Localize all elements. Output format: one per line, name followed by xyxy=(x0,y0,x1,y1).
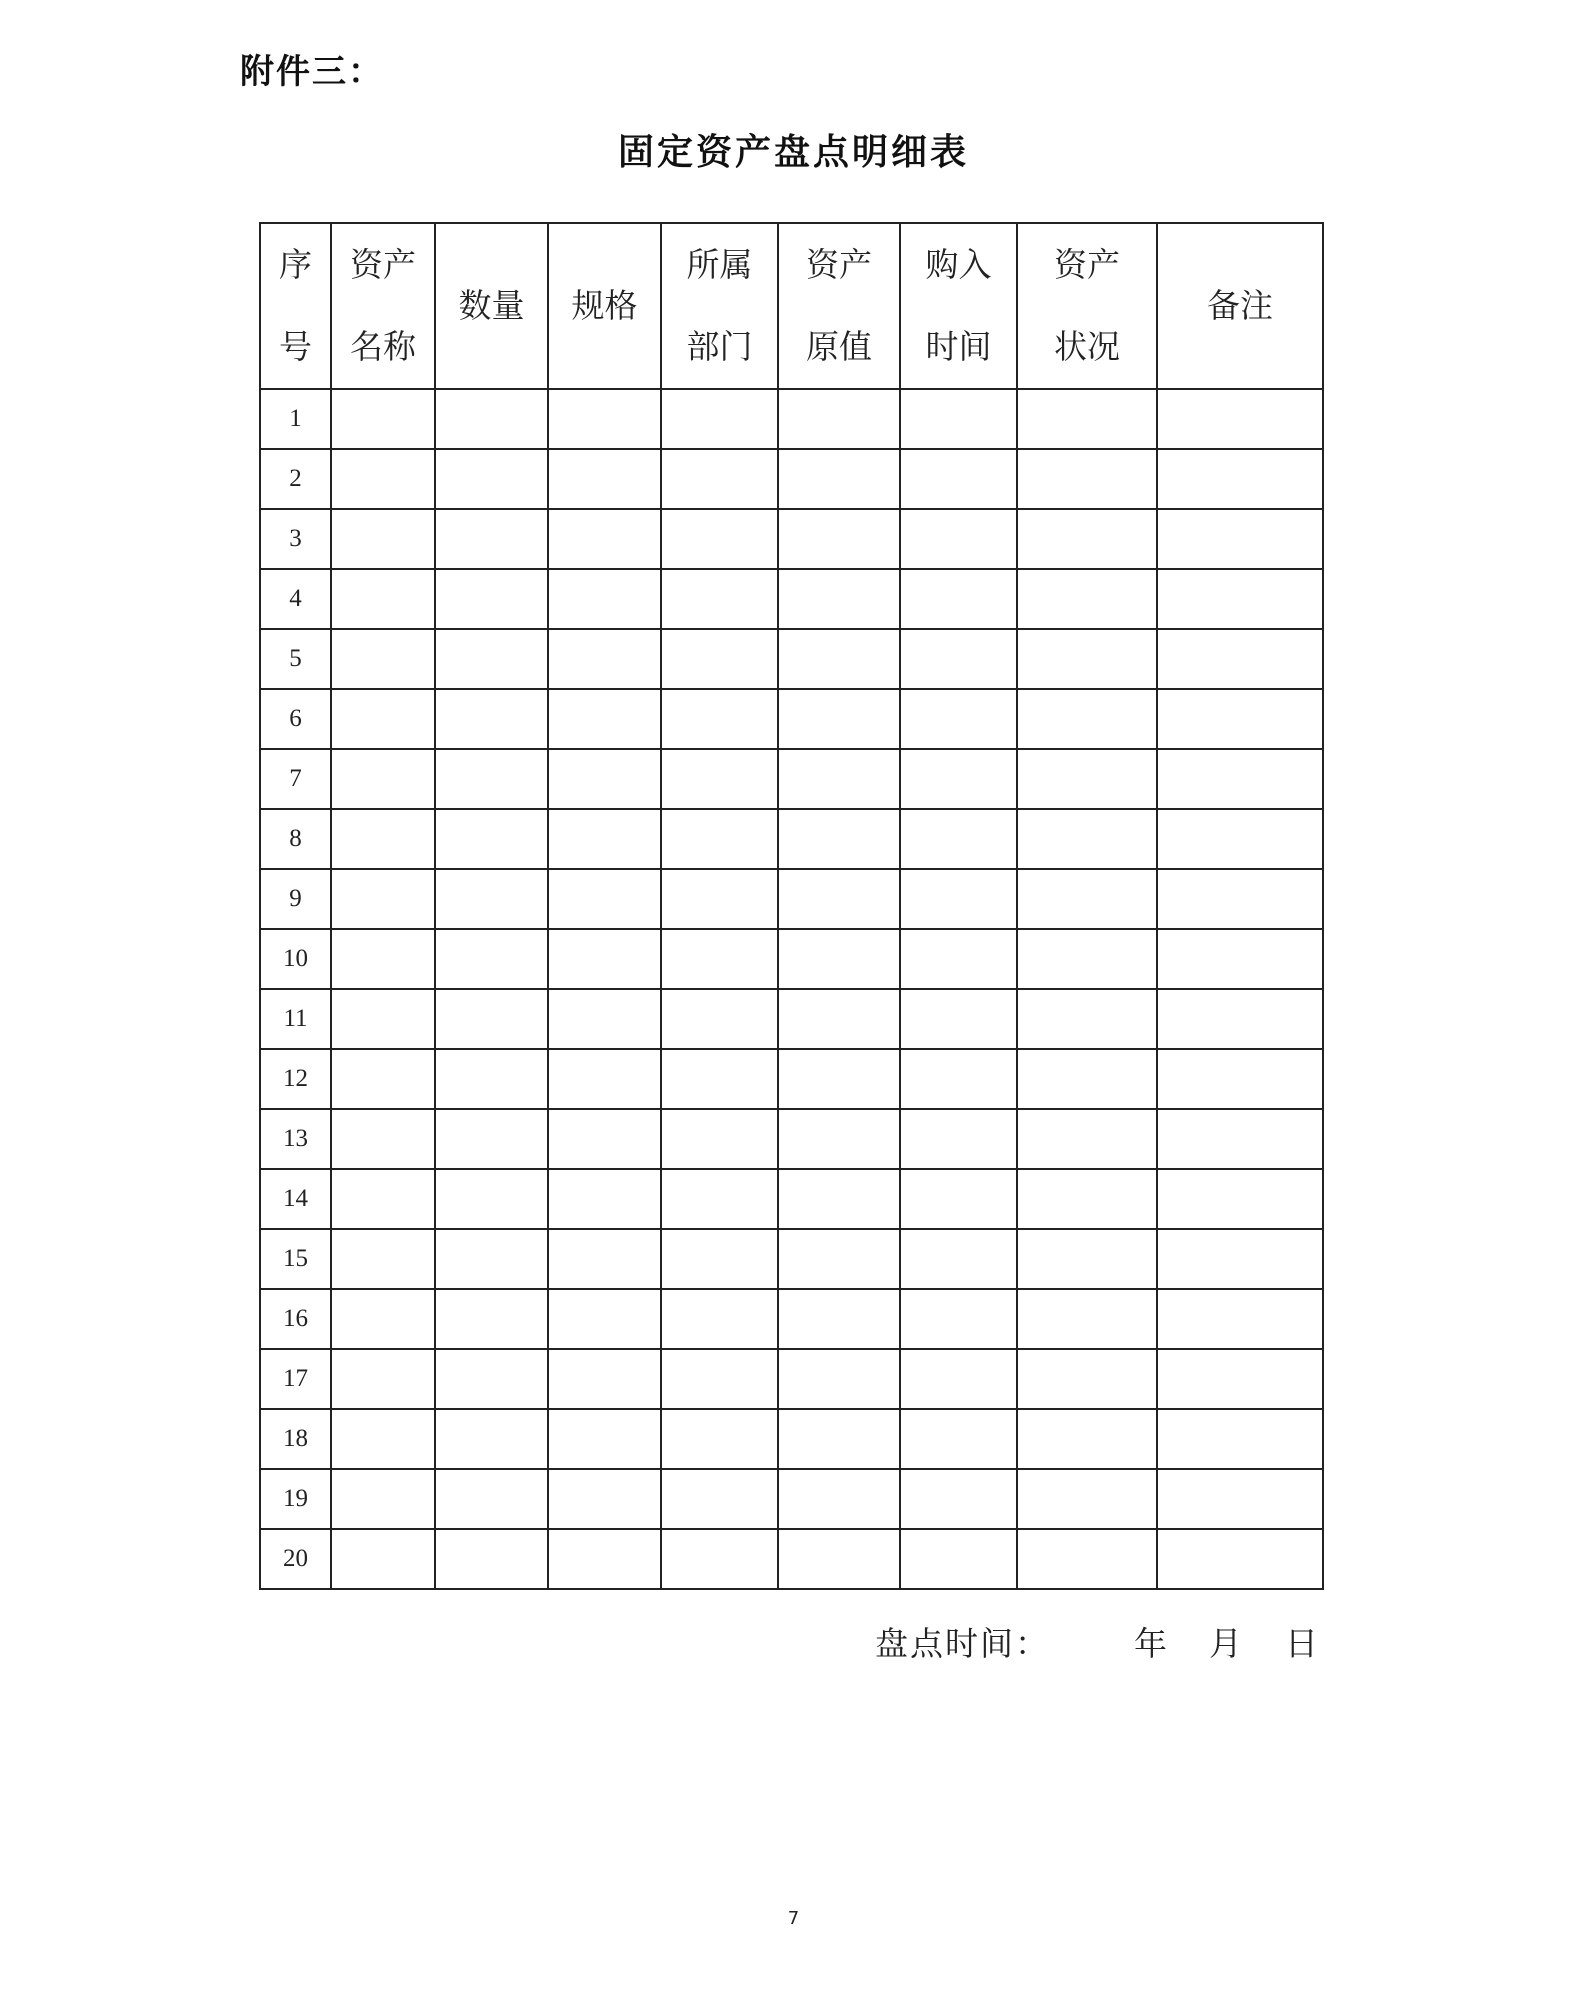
header-department: 所属 部门 xyxy=(661,223,778,389)
cell-purchase-date[interactable] xyxy=(900,629,1017,689)
cell-remarks[interactable] xyxy=(1157,389,1323,449)
cell-purchase-date[interactable] xyxy=(900,1169,1017,1229)
cell-asset-name[interactable] xyxy=(331,629,435,689)
cell-original-value[interactable] xyxy=(778,1469,900,1529)
table-row xyxy=(260,749,1323,809)
cell-purchase-date[interactable] xyxy=(900,449,1017,509)
cell-asset-name[interactable] xyxy=(331,1109,435,1169)
cell-remarks[interactable] xyxy=(1157,929,1323,989)
cell-original-value[interactable] xyxy=(778,1109,900,1169)
header-specification: 规格 xyxy=(548,223,661,389)
cell-quantity[interactable] xyxy=(435,1409,548,1469)
cell-original-value[interactable] xyxy=(778,1409,900,1469)
cell-department[interactable] xyxy=(661,569,778,629)
cell-specification[interactable] xyxy=(548,1109,661,1169)
cell-specification[interactable] xyxy=(548,389,661,449)
table-row xyxy=(260,569,1323,629)
asset-inventory-table xyxy=(259,222,1324,1590)
cell-purchase-date[interactable] xyxy=(900,989,1017,1049)
cell-asset-condition[interactable] xyxy=(1017,1049,1157,1109)
cell-asset-name[interactable] xyxy=(331,1469,435,1529)
cell-remarks[interactable] xyxy=(1157,809,1323,869)
cell-purchase-date[interactable] xyxy=(900,809,1017,869)
cell-quantity[interactable] xyxy=(435,869,548,929)
cell-asset-condition[interactable] xyxy=(1017,449,1157,509)
cell-serial-number: 11 xyxy=(260,989,331,1049)
cell-remarks[interactable] xyxy=(1157,1349,1323,1409)
cell-quantity[interactable] xyxy=(435,1289,548,1349)
cell-department[interactable] xyxy=(661,449,778,509)
cell-specification[interactable] xyxy=(548,869,661,929)
header-original-value: 资产 原值 xyxy=(778,223,900,389)
cell-department[interactable] xyxy=(661,929,778,989)
cell-asset-condition[interactable] xyxy=(1017,869,1157,929)
cell-specification[interactable] xyxy=(548,1289,661,1349)
cell-original-value[interactable] xyxy=(778,689,900,749)
cell-purchase-date[interactable] xyxy=(900,869,1017,929)
cell-quantity[interactable] xyxy=(435,629,548,689)
cell-quantity[interactable] xyxy=(435,689,548,749)
cell-remarks[interactable] xyxy=(1157,509,1323,569)
cell-original-value[interactable] xyxy=(778,989,900,1049)
cell-specification[interactable] xyxy=(548,1229,661,1289)
table-row xyxy=(260,989,1323,1049)
table-row xyxy=(260,1469,1323,1529)
header-asset-condition: 资产 状况 xyxy=(1017,223,1157,389)
cell-asset-condition[interactable] xyxy=(1017,1469,1157,1529)
cell-specification[interactable] xyxy=(548,569,661,629)
cell-department[interactable] xyxy=(661,1109,778,1169)
cell-quantity[interactable] xyxy=(435,509,548,569)
cell-original-value[interactable] xyxy=(778,869,900,929)
cell-serial-number: 1 xyxy=(260,389,331,449)
attachment-label: 附件三： xyxy=(240,52,384,92)
cell-department[interactable] xyxy=(661,869,778,929)
header-asset-name: 资产 名称 xyxy=(331,223,435,389)
cell-serial-number: 3 xyxy=(260,509,331,569)
cell-original-value[interactable] xyxy=(778,749,900,809)
table-row xyxy=(260,629,1323,689)
cell-department[interactable] xyxy=(661,1169,778,1229)
table-row xyxy=(260,809,1323,869)
cell-quantity[interactable] xyxy=(435,569,548,629)
cell-specification[interactable] xyxy=(548,629,661,689)
inventory-time-label: 盘点时间： xyxy=(875,1624,1050,1663)
cell-asset-condition[interactable] xyxy=(1017,1529,1157,1589)
cell-remarks[interactable] xyxy=(1157,629,1323,689)
cell-purchase-date[interactable] xyxy=(900,569,1017,629)
cell-asset-condition[interactable] xyxy=(1017,749,1157,809)
cell-asset-name[interactable] xyxy=(331,1289,435,1349)
cell-asset-condition[interactable] xyxy=(1017,929,1157,989)
cell-original-value[interactable] xyxy=(778,809,900,869)
cell-serial-number: 19 xyxy=(260,1469,331,1529)
table-row xyxy=(260,689,1323,749)
cell-asset-condition[interactable] xyxy=(1017,1169,1157,1229)
cell-specification[interactable] xyxy=(548,1169,661,1229)
cell-quantity[interactable] xyxy=(435,1049,548,1109)
cell-asset-condition[interactable] xyxy=(1017,1289,1157,1349)
cell-specification[interactable] xyxy=(548,809,661,869)
cell-quantity[interactable] xyxy=(435,989,548,1049)
cell-specification[interactable] xyxy=(548,929,661,989)
cell-remarks[interactable] xyxy=(1157,749,1323,809)
cell-quantity[interactable] xyxy=(435,1529,548,1589)
cell-asset-condition[interactable] xyxy=(1017,989,1157,1049)
cell-purchase-date[interactable] xyxy=(900,509,1017,569)
cell-department[interactable] xyxy=(661,989,778,1049)
cell-department[interactable] xyxy=(661,389,778,449)
table-row xyxy=(260,1529,1323,1589)
cell-asset-condition[interactable] xyxy=(1017,689,1157,749)
cell-department[interactable] xyxy=(661,1469,778,1529)
cell-asset-name[interactable] xyxy=(331,449,435,509)
table-row xyxy=(260,869,1323,929)
cell-original-value[interactable] xyxy=(778,1529,900,1589)
cell-asset-name[interactable] xyxy=(331,929,435,989)
table-row xyxy=(260,929,1323,989)
cell-purchase-date[interactable] xyxy=(900,689,1017,749)
table-row xyxy=(260,1409,1323,1469)
table-row xyxy=(260,1229,1323,1289)
cell-serial-number: 10 xyxy=(260,929,331,989)
cell-serial-number: 18 xyxy=(260,1409,331,1469)
cell-asset-condition[interactable] xyxy=(1017,389,1157,449)
cell-purchase-date[interactable] xyxy=(900,1289,1017,1349)
cell-quantity[interactable] xyxy=(435,449,548,509)
cell-asset-condition[interactable] xyxy=(1017,1229,1157,1289)
cell-serial-number: 7 xyxy=(260,749,331,809)
cell-specification[interactable] xyxy=(548,689,661,749)
cell-purchase-date[interactable] xyxy=(900,1469,1017,1529)
table-header-row xyxy=(260,223,1323,389)
cell-serial-number: 14 xyxy=(260,1169,331,1229)
cell-serial-number: 4 xyxy=(260,569,331,629)
table-row xyxy=(260,389,1323,449)
cell-specification[interactable] xyxy=(548,1529,661,1589)
cell-purchase-date[interactable] xyxy=(900,389,1017,449)
cell-serial-number: 15 xyxy=(260,1229,331,1289)
cell-department[interactable] xyxy=(661,1349,778,1409)
cell-remarks[interactable] xyxy=(1157,689,1323,749)
cell-specification[interactable] xyxy=(548,1469,661,1529)
cell-specification[interactable] xyxy=(548,1409,661,1469)
cell-department[interactable] xyxy=(661,509,778,569)
cell-specification[interactable] xyxy=(548,749,661,809)
cell-department[interactable] xyxy=(661,689,778,749)
cell-quantity[interactable] xyxy=(435,389,548,449)
cell-specification[interactable] xyxy=(548,509,661,569)
cell-asset-condition[interactable] xyxy=(1017,1349,1157,1409)
cell-department[interactable] xyxy=(661,1229,778,1289)
cell-purchase-date[interactable] xyxy=(900,1409,1017,1469)
cell-purchase-date[interactable] xyxy=(900,929,1017,989)
cell-department[interactable] xyxy=(661,629,778,689)
cell-asset-name[interactable] xyxy=(331,689,435,749)
cell-purchase-date[interactable] xyxy=(900,749,1017,809)
header-remarks: 备注 xyxy=(1157,223,1323,389)
day-label: 日 xyxy=(1285,1624,1320,1663)
cell-quantity[interactable] xyxy=(435,809,548,869)
header-purchase-date: 购入 时间 xyxy=(900,223,1017,389)
cell-serial-number: 20 xyxy=(260,1529,331,1589)
table-body xyxy=(260,389,1323,1589)
table-row xyxy=(260,1289,1323,1349)
cell-original-value[interactable] xyxy=(778,629,900,689)
table-row xyxy=(260,509,1323,569)
cell-purchase-date[interactable] xyxy=(900,1529,1017,1589)
cell-specification[interactable] xyxy=(548,449,661,509)
cell-serial-number: 2 xyxy=(260,449,331,509)
table-row xyxy=(260,1169,1323,1229)
cell-original-value[interactable] xyxy=(778,1289,900,1349)
cell-remarks[interactable] xyxy=(1157,569,1323,629)
cell-quantity[interactable] xyxy=(435,1469,548,1529)
cell-specification[interactable] xyxy=(548,989,661,1049)
cell-asset-name[interactable] xyxy=(331,809,435,869)
cell-asset-condition[interactable] xyxy=(1017,1409,1157,1469)
cell-serial-number: 17 xyxy=(260,1349,331,1409)
cell-serial-number: 6 xyxy=(260,689,331,749)
cell-remarks[interactable] xyxy=(1157,1289,1323,1349)
cell-original-value[interactable] xyxy=(778,389,900,449)
cell-asset-name[interactable] xyxy=(331,749,435,809)
cell-remarks[interactable] xyxy=(1157,989,1323,1049)
cell-asset-condition[interactable] xyxy=(1017,809,1157,869)
cell-department[interactable] xyxy=(661,749,778,809)
page-number: 7 xyxy=(787,1908,800,1929)
cell-remarks[interactable] xyxy=(1157,869,1323,929)
cell-remarks[interactable] xyxy=(1157,1049,1323,1109)
cell-purchase-date[interactable] xyxy=(900,1049,1017,1109)
cell-original-value[interactable] xyxy=(778,1229,900,1289)
cell-purchase-date[interactable] xyxy=(900,1109,1017,1169)
header-serial-number: 序 号 xyxy=(260,223,331,389)
cell-remarks[interactable] xyxy=(1157,1529,1323,1589)
cell-remarks[interactable] xyxy=(1157,1229,1323,1289)
cell-specification[interactable] xyxy=(548,1049,661,1109)
cell-asset-name[interactable] xyxy=(331,1169,435,1229)
table-row xyxy=(260,449,1323,509)
cell-asset-name[interactable] xyxy=(331,509,435,569)
cell-department[interactable] xyxy=(661,1289,778,1349)
cell-serial-number: 5 xyxy=(260,629,331,689)
document-title: 固定资产盘点明细表 xyxy=(617,132,969,173)
cell-serial-number: 12 xyxy=(260,1049,331,1109)
cell-serial-number: 9 xyxy=(260,869,331,929)
month-label: 月 xyxy=(1209,1624,1244,1663)
cell-asset-name[interactable] xyxy=(331,869,435,929)
cell-serial-number: 13 xyxy=(260,1109,331,1169)
cell-original-value[interactable] xyxy=(778,449,900,509)
cell-purchase-date[interactable] xyxy=(900,1349,1017,1409)
cell-asset-condition[interactable] xyxy=(1017,629,1157,689)
cell-asset-name[interactable] xyxy=(331,1229,435,1289)
cell-asset-name[interactable] xyxy=(331,569,435,629)
cell-asset-name[interactable] xyxy=(331,389,435,449)
table-row xyxy=(260,1049,1323,1109)
cell-original-value[interactable] xyxy=(778,1349,900,1409)
cell-serial-number: 16 xyxy=(260,1289,331,1349)
cell-quantity[interactable] xyxy=(435,929,548,989)
cell-asset-condition[interactable] xyxy=(1017,509,1157,569)
cell-quantity[interactable] xyxy=(435,1229,548,1289)
cell-purchase-date[interactable] xyxy=(900,1229,1017,1289)
cell-quantity[interactable] xyxy=(435,749,548,809)
cell-asset-name[interactable] xyxy=(331,989,435,1049)
cell-quantity[interactable] xyxy=(435,1169,548,1229)
cell-department[interactable] xyxy=(661,1529,778,1589)
year-label: 年 xyxy=(1134,1624,1169,1663)
cell-department[interactable] xyxy=(661,809,778,869)
cell-remarks[interactable] xyxy=(1157,1169,1323,1229)
cell-remarks[interactable] xyxy=(1157,1409,1323,1469)
cell-quantity[interactable] xyxy=(435,1109,548,1169)
table-row xyxy=(260,1109,1323,1169)
cell-original-value[interactable] xyxy=(778,509,900,569)
cell-asset-condition[interactable] xyxy=(1017,1109,1157,1169)
cell-remarks[interactable] xyxy=(1157,1469,1323,1529)
cell-remarks[interactable] xyxy=(1157,449,1323,509)
cell-remarks[interactable] xyxy=(1157,1109,1323,1169)
cell-quantity[interactable] xyxy=(435,1349,548,1409)
cell-asset-name[interactable] xyxy=(331,1409,435,1469)
cell-specification[interactable] xyxy=(548,1349,661,1409)
cell-asset-name[interactable] xyxy=(331,1349,435,1409)
cell-asset-condition[interactable] xyxy=(1017,569,1157,629)
cell-original-value[interactable] xyxy=(778,1169,900,1229)
cell-original-value[interactable] xyxy=(778,1049,900,1109)
cell-serial-number: 8 xyxy=(260,809,331,869)
cell-department[interactable] xyxy=(661,1409,778,1469)
table-row xyxy=(260,1349,1323,1409)
cell-original-value[interactable] xyxy=(778,569,900,629)
cell-original-value[interactable] xyxy=(778,929,900,989)
cell-department[interactable] xyxy=(661,1049,778,1109)
cell-asset-name[interactable] xyxy=(331,1529,435,1589)
cell-asset-name[interactable] xyxy=(331,1049,435,1109)
header-quantity: 数量 xyxy=(435,223,548,389)
